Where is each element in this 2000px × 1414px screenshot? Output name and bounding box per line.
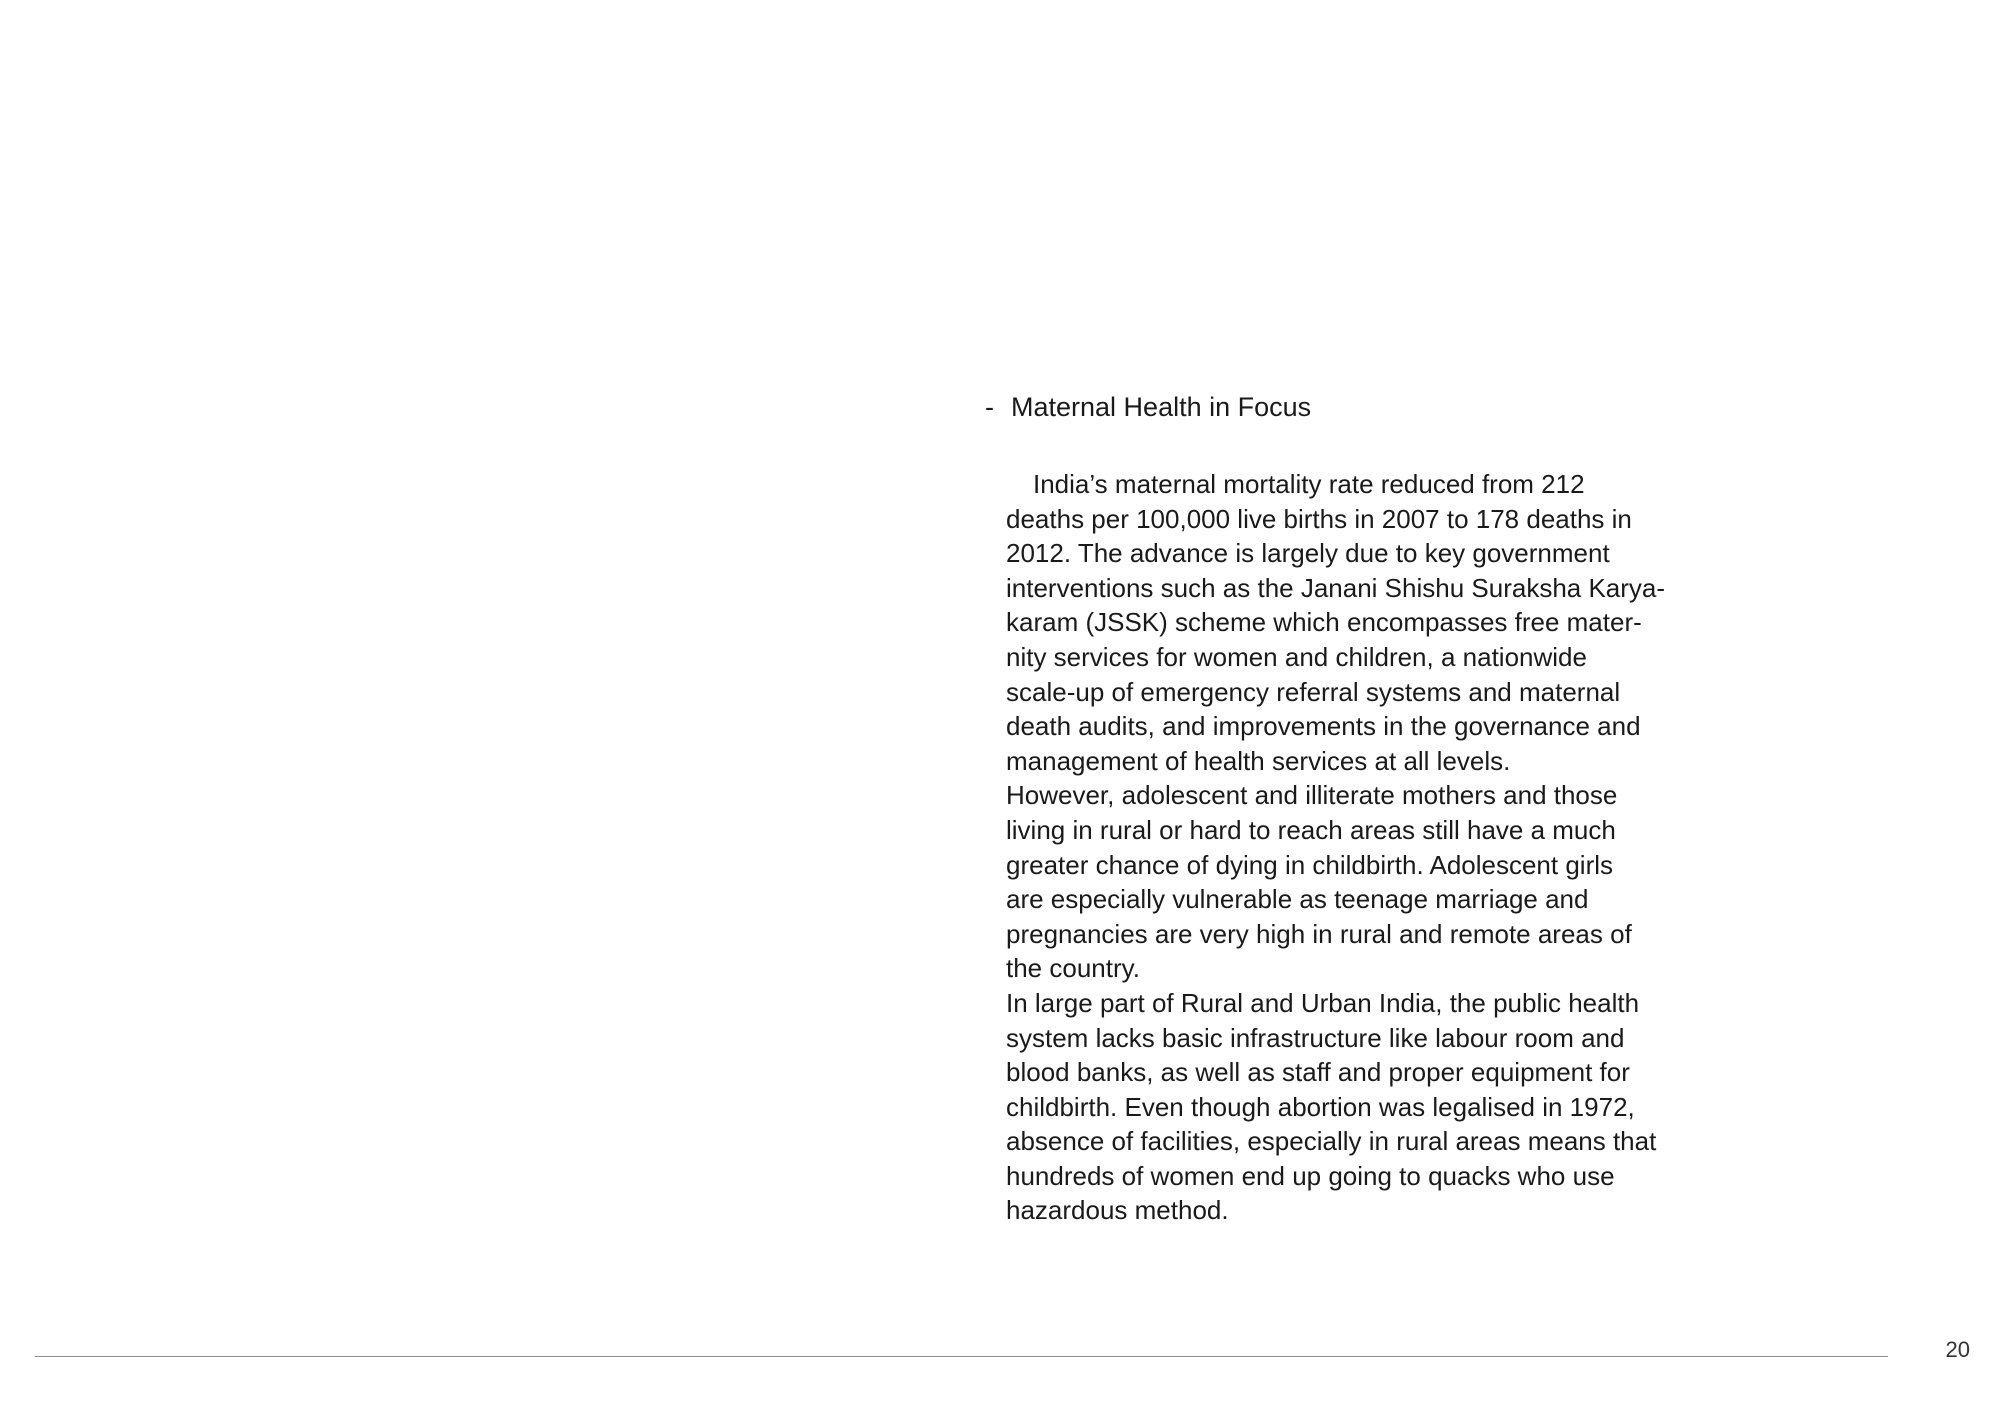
body-paragraphs [1006, 467, 1706, 1228]
body-line: greater chance of dying in childbirth. Adolescent girls [1006, 849, 1614, 880]
body-line: hundreds of women end up going to quacks who use [1006, 1160, 1615, 1191]
body-line: karam (JSSK) scheme which encompasses free mater- [1006, 607, 1642, 638]
body-line: scale-up of emergency referral systems and maternal [1006, 676, 1621, 707]
body-line: India’s maternal mortality rate reduced from 212 [1033, 469, 1585, 499]
page-number: 20 [1945, 1337, 1970, 1362]
body-line: death audits, and improvements in the governance and [1006, 711, 1641, 742]
body-line: In large part of Rural and Urban India, the public health [1006, 987, 1640, 1018]
body-line: nity services for women and children, a nationwide [1006, 641, 1587, 672]
footer-divider [35, 1356, 1888, 1357]
body-line: However, adolescent and illiterate mothers and those [1006, 780, 1618, 811]
body-line: deaths per 100,000 live births in 2007 to 178 deaths in [1006, 503, 1632, 534]
body-line: hazardous method. [1006, 1195, 1229, 1226]
body-line: system lacks basic infrastructure like labour room and [1006, 1022, 1625, 1053]
body-line: interventions such as the Janani Shishu Suraksha Karya- [1006, 572, 1666, 603]
heading-bullet: - [985, 392, 994, 422]
body-line: 2012. The advance is largely due to key government [1006, 538, 1610, 569]
body-line: the country. [1006, 953, 1140, 984]
section-heading [985, 390, 1311, 424]
body-line: pregnancies are very high in rural and remote areas of [1006, 918, 1632, 949]
section-title: Maternal Health in Focus [1011, 392, 1312, 422]
body-line: management of health services at all levels. [1006, 745, 1511, 776]
body-line: absence of facilities, especially in rural areas means that [1006, 1126, 1657, 1157]
body-line: living in rural or hard to reach areas still have a much [1006, 814, 1616, 845]
body-line: childbirth. Even though abortion was legalised in 1972, [1006, 1091, 1635, 1122]
body-line: blood banks, as well as staff and proper equipment for [1006, 1057, 1630, 1088]
body-line: are especially vulnerable as teenage marriage and [1006, 884, 1589, 915]
